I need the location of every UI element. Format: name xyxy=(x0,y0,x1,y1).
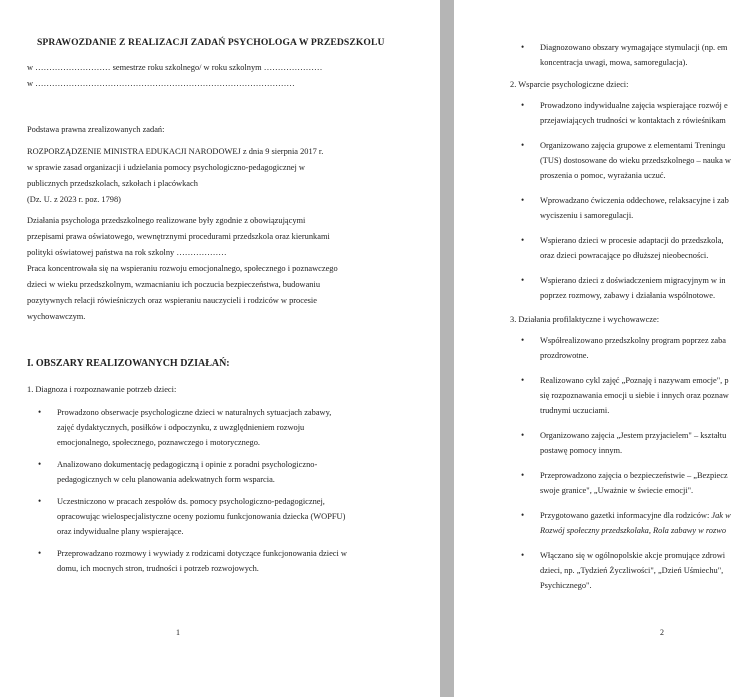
page-separator xyxy=(440,0,454,697)
bullet-icon: • xyxy=(521,470,525,480)
list-item: • Organizowano zajęcia grupowe z elementami Treningu (TUS) dostosowane do wieku przedszkolnego – nauka w proszenia o pomoc, wyrażania uczuć. xyxy=(521,140,731,180)
bullet-icon: • xyxy=(521,375,525,385)
page-number: 2 xyxy=(660,628,664,637)
list-item: • Włączano się w ogólnopolskie akcje promujące zdrowi dzieci, np. „Tydzień Życzliwości", „Dzień Uśmiechu", Psychicznego". xyxy=(521,550,726,590)
report-title: SPRAWOZDANIE Z REALIZACJI ZADAŃ PSYCHOLOGA W PRZEDSZKOLU xyxy=(37,37,385,48)
list-item: • Organizowano zajęcia „Jestem przyjacielem" – kształtu postawę pomocy innym. xyxy=(521,430,727,455)
bullet-icon: • xyxy=(521,140,525,150)
continued-bullet xyxy=(510,40,750,70)
list-item: • Uczestniczono w pracach zespołów ds. pomocy psychologiczno-pedagogicznej, opracowując wielospecjalistyczne oceny poziomu funkcjonowania dziecka (WOPFU) oraz indywidualne plany wspierające. xyxy=(38,496,346,536)
legal-basis-heading: Podstawa prawna zrealizowanych zadań: xyxy=(27,125,165,134)
bullet-icon: • xyxy=(521,430,525,440)
bullet-icon: • xyxy=(521,235,525,245)
list-item: • Realizowano cykl zajęć „Poznaję i nazywam emocje", p się rozpoznawania emocji u siebie i innych oraz poznaw trudnymi uczuciami. xyxy=(521,375,729,415)
bullet-icon: • xyxy=(521,275,525,285)
list-item: • Przygotowano gazetki informacyjne dla rodziców: Jak w Rozwój społeczny przedszkolaka, Rola zabawy w rozwo xyxy=(521,510,731,535)
subsection-heading-diagnosis: 1. Diagnoza i rozpoznawanie potrzeb dzieci: xyxy=(27,385,177,394)
bullet-icon: • xyxy=(521,335,525,345)
bullet-icon: • xyxy=(521,100,525,110)
institution-line: w ………………………………………………………………………………… xyxy=(27,79,295,88)
bullet-icon: • xyxy=(38,496,42,506)
support-bullet-list xyxy=(510,98,750,303)
subsection-heading-prevention: 3. Działania profilaktyczne i wychowawcze: xyxy=(510,315,660,324)
bullet-icon: • xyxy=(521,550,525,560)
page-number: 1 xyxy=(176,628,180,637)
diagnosis-bullet-list xyxy=(27,405,427,576)
bullet-icon: • xyxy=(521,195,525,205)
semester-line: w ……………………… semestrze roku szkolnego/ w roku szkolnym ………………… xyxy=(27,63,323,72)
section-heading: I. OBSZARY REALIZOWANYCH DZIAŁAŃ: xyxy=(27,358,230,369)
list-item: • Prowadzono indywidualne zajęcia wspierające rozwój e przejawiających trudności w kontaktach z rówieśnikam xyxy=(521,100,728,125)
list-item: • Współrealizowano przedszkolny program poprzez zaba prozdrowotne. xyxy=(521,335,727,360)
intro-paragraph: Działania psychologa przedszkolnego realizowane były zgodnie z obowiązującymi przepisami prawa oświatowego, wewnętrznymi procedurami przedszkola oraz kierunkami polityki oświatowej państwa na rok szkolny ……………… Praca koncentrowała się na wspieraniu rozwoju emocjonalnego, społecznego i poznawczego dzieci w wieku przedszkolnym, wzmacnianiu ich poczucia bezpieczeństwa, budowaniu pozytywnych relacji rówieśniczych oraz wspieraniu nauczycieli i rodziców w procesie wychowawczym. xyxy=(27,216,338,321)
bullet-icon: • xyxy=(521,510,525,520)
list-item: • Wspierano dzieci w procesie adaptacji do przedszkola, oraz dzieci powracające po dłuższej nieobecności. xyxy=(521,235,724,260)
document-page-2 xyxy=(454,0,750,697)
list-item: • Przeprowadzano rozmowy i wywiady z rodzicami dotyczące funkcjonowania dzieci w domu, ich mocnych stron, trudności i potrzeb rozwojowych. xyxy=(38,548,347,573)
legal-basis-text: ROZPORZĄDZENIE MINISTRA EDUKACJI NARODOWEJ z dnia 9 sierpnia 2017 r. w sprawie zasad organizacji i udzielania pomocy psychologiczno-pedagogicznej w publicznych przedszkolach, szkołach i placówkach (Dz. U. z 2023 r. poz. 1798) xyxy=(27,147,324,204)
list-item: • Przeprowadzono zajęcia o bezpieczeństwie – „Bezpiecz swoje granice", „Uważnie w świecie emocji". xyxy=(521,470,728,495)
list-item: • Wprowadzano ćwiczenia oddechowe, relaksacyjne i zab wyciszeniu i samoregulacji. xyxy=(521,195,729,220)
list-item: • Wspierano dzieci z doświadczeniem migracyjnym w in poprzez rozmowy, zabawy i działania wspólnotowe. xyxy=(521,275,726,300)
bullet-icon: • xyxy=(38,407,42,417)
bullet-icon: • xyxy=(38,459,42,469)
subsection-heading-support: 2. Wsparcie psychologiczne dzieci: xyxy=(510,80,629,89)
list-item: • Prowadzono obserwacje psychologiczne dzieci w naturalnych sytuacjach zabawy, zajęć dydaktycznych, posiłków i odpoczynku, z uwzględnieniem rozwoju emocjonalnego, społecznego, poznawczego i motorycznego. xyxy=(38,407,332,447)
list-item: • Diagnozowano obszary wymagające stymulacji (np. em koncentracja uwagi, mowa, samoregulacja). xyxy=(521,42,728,67)
list-item: • Analizowano dokumentację pedagogiczną i opinie z poradni psychologiczno- pedagogicznych w celu planowania adekwatnych form wsparcia. xyxy=(38,459,318,484)
bullet-icon: • xyxy=(38,548,42,558)
bullet-icon: • xyxy=(521,42,525,52)
prevention-bullet-list xyxy=(510,333,750,593)
